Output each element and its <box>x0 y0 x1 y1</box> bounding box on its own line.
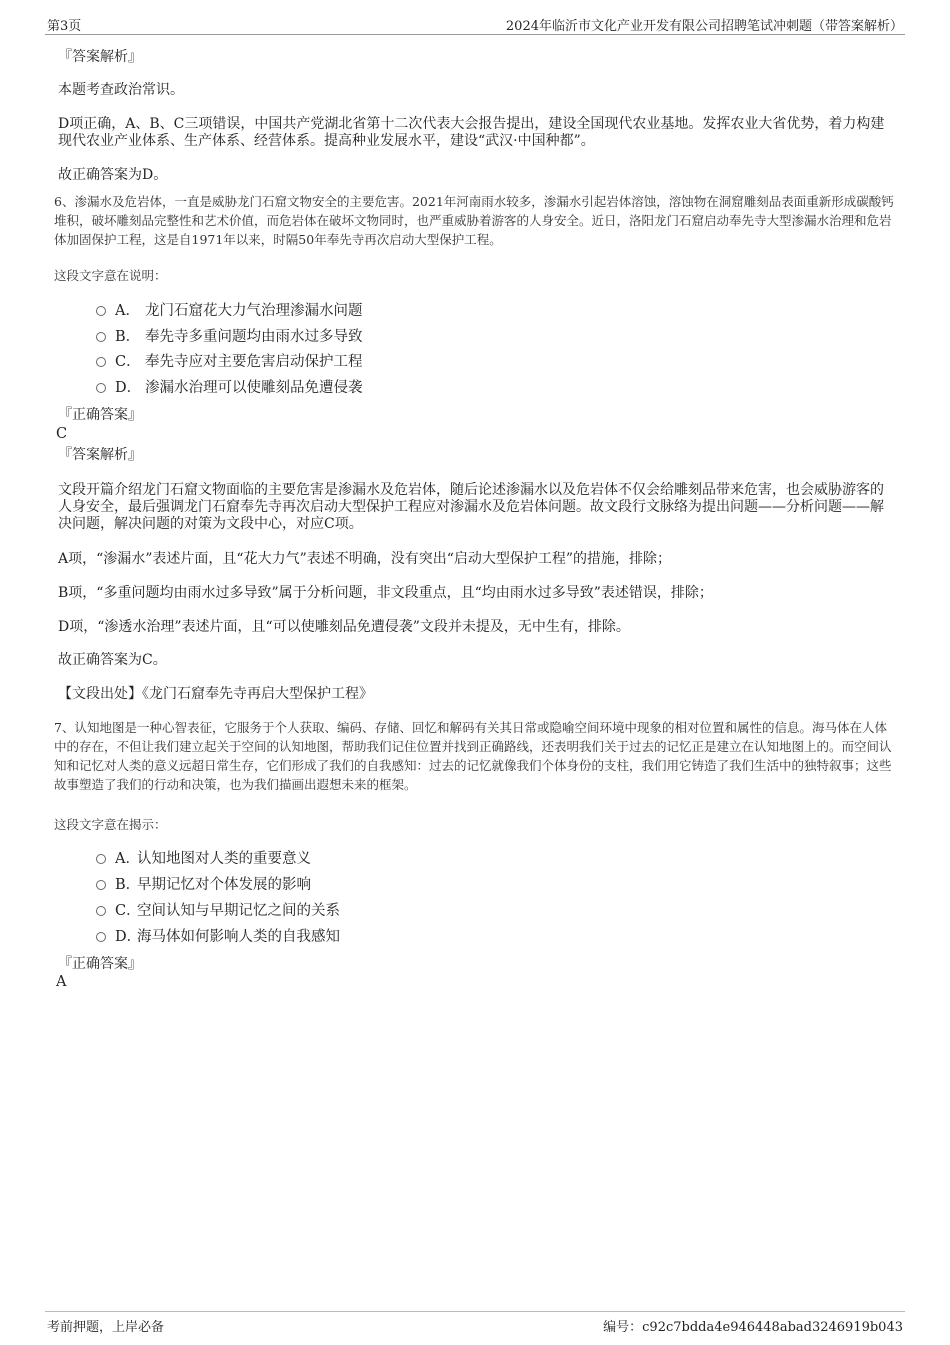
document-title: 2024年临沂市文化产业开发有限公司招聘笔试冲刺题（带答案解析） <box>505 19 903 34</box>
question-7-option-c[interactable]: C．空间认知与早期记忆之间的关系 <box>96 901 340 921</box>
radio-icon[interactable] <box>96 880 106 890</box>
question-6-option-c[interactable]: C． 奉先寺应对主要危害启动保护工程 <box>96 352 363 372</box>
analysis-paragraph: D项，“渗透水治理”表述片面，且“可以使雕刻品免遭侵袭”文段并未提及，无中生有，排除。 <box>58 619 630 635</box>
passage-source: 【文段出处】《龙门石窟奉先寺再启大型保护工程》 <box>58 686 373 702</box>
radio-icon[interactable] <box>96 932 106 942</box>
question-6-text: 6、渗漏水及危岩体，一直是威胁龙门石窟文物安全的主要危害。2021年河南雨水较多，渗漏水引起岩体溶蚀，溶蚀物在洞窟雕刻品表面重新形成碳酸钙堆积，破坏雕刻品完整性和艺术价值，而危岩体在破坏文物同时，也严重威胁着游客的人身安全。近日，洛阳龙门石窟启动奉先寺大型渗漏水治理和危岩体加固保护工程，这是自1971年以来，时隔50年奉先寺再次启动大型保护工程。 <box>54 194 894 247</box>
analysis-label: 『答案解析』 <box>58 447 142 463</box>
question-7-prompt: 这段文字意在揭示： <box>54 817 167 832</box>
analysis-paragraph: A项，“渗漏水”表述片面，且“花大力气”表述不明确，没有突出“启动大型保护工程”的措施，排除； <box>58 551 672 567</box>
question-7-option-a[interactable]: A．认知地图对人类的重要意义 <box>96 849 311 869</box>
radio-icon[interactable] <box>96 332 106 342</box>
document-id: 编号：c92c7bdda4e946448abad3246919b043 <box>603 1320 903 1335</box>
analysis-paragraph: D项正确，A、B、C三项错误，中国共产党湖北省第十二次代表大会报告提出，建设全国现代农业基地。发挥农业大省优势，着力构建现代农业产业体系、生产体系、经营体系。提高种业发展水平，建设“武汉·中国种都”。 <box>58 116 885 149</box>
correct-answer-label: 『正确答案』 <box>58 956 142 972</box>
question-7-text: 7、认知地图是一种心智表征，它服务于个人获取、编码、存储、回忆和解码有关其日常或隐喻空间环境中现象的相对位置和属性的信息。海马体在人体中的存在，不但让我们建立起关于空间的认知地图，帮助我们记住位置并找到正确路线，还表明我们关于过去的记忆正是建立在认知地图上的。而空间认知和记忆对人类的意义远超日常生存，它们形成了我们的自我感知：过去的记忆就像我们个体身份的支柱，我们用它铸造了我们生活中的独特叙事；这些故事塑造了我们的行动和决策，也为我们描画出遐想未来的框架。 <box>54 720 892 792</box>
analysis-paragraph: B项，“多重问题均由雨水过多导致”属于分析问题，非文段重点，且“均由雨水过多导致”表述错误，排除； <box>58 585 713 601</box>
correct-answer: A <box>56 974 67 990</box>
radio-icon[interactable] <box>96 306 106 316</box>
question-6-option-b[interactable]: B． 奉先寺多重问题均由雨水过多导致 <box>96 327 363 347</box>
page-footer <box>45 1311 905 1334</box>
analysis-paragraph: 本题考查政治常识。 <box>58 82 184 98</box>
radio-icon[interactable] <box>96 357 106 367</box>
correct-answer: C <box>56 426 68 442</box>
question-6-option-a[interactable]: A． 龙门石窟花大力气治理渗漏水问题 <box>96 301 363 321</box>
question-7-option-d[interactable]: D．海马体如何影响人类的自我感知 <box>96 927 340 947</box>
analysis-conclusion: 故正确答案为D。 <box>58 167 168 183</box>
analysis-paragraph: 文段开篇介绍龙门石窟文物面临的主要危害是渗漏水及危岩体，随后论述渗漏水以及危岩体不仅会给雕刻品带来危害，也会威胁游客的人身安全，最后强调龙门石窟奉先寺再次启动大型保护工程应对渗漏水及危岩体问题。故文段行文脉络为提出问题——分析问题——解决问题，解决问题的对策为文段中心，对应C项。 <box>58 482 884 532</box>
page-number: 第3页 <box>47 19 82 34</box>
radio-icon[interactable] <box>96 906 106 916</box>
radio-icon[interactable] <box>96 854 106 864</box>
page-header <box>45 14 905 35</box>
question-6-prompt: 这段文字意在说明： <box>54 268 167 283</box>
radio-icon[interactable] <box>96 383 106 393</box>
question-7-option-b[interactable]: B．早期记忆对个体发展的影响 <box>96 875 311 895</box>
correct-answer-label: 『正确答案』 <box>58 407 142 423</box>
question-6-option-d[interactable]: D． 渗漏水治理可以使雕刻品免遭侵袭 <box>96 378 363 398</box>
analysis-label: 『答案解析』 <box>58 49 142 65</box>
footer-slogan: 考前押题，上岸必备 <box>47 1320 165 1335</box>
analysis-conclusion: 故正确答案为C。 <box>58 652 167 668</box>
